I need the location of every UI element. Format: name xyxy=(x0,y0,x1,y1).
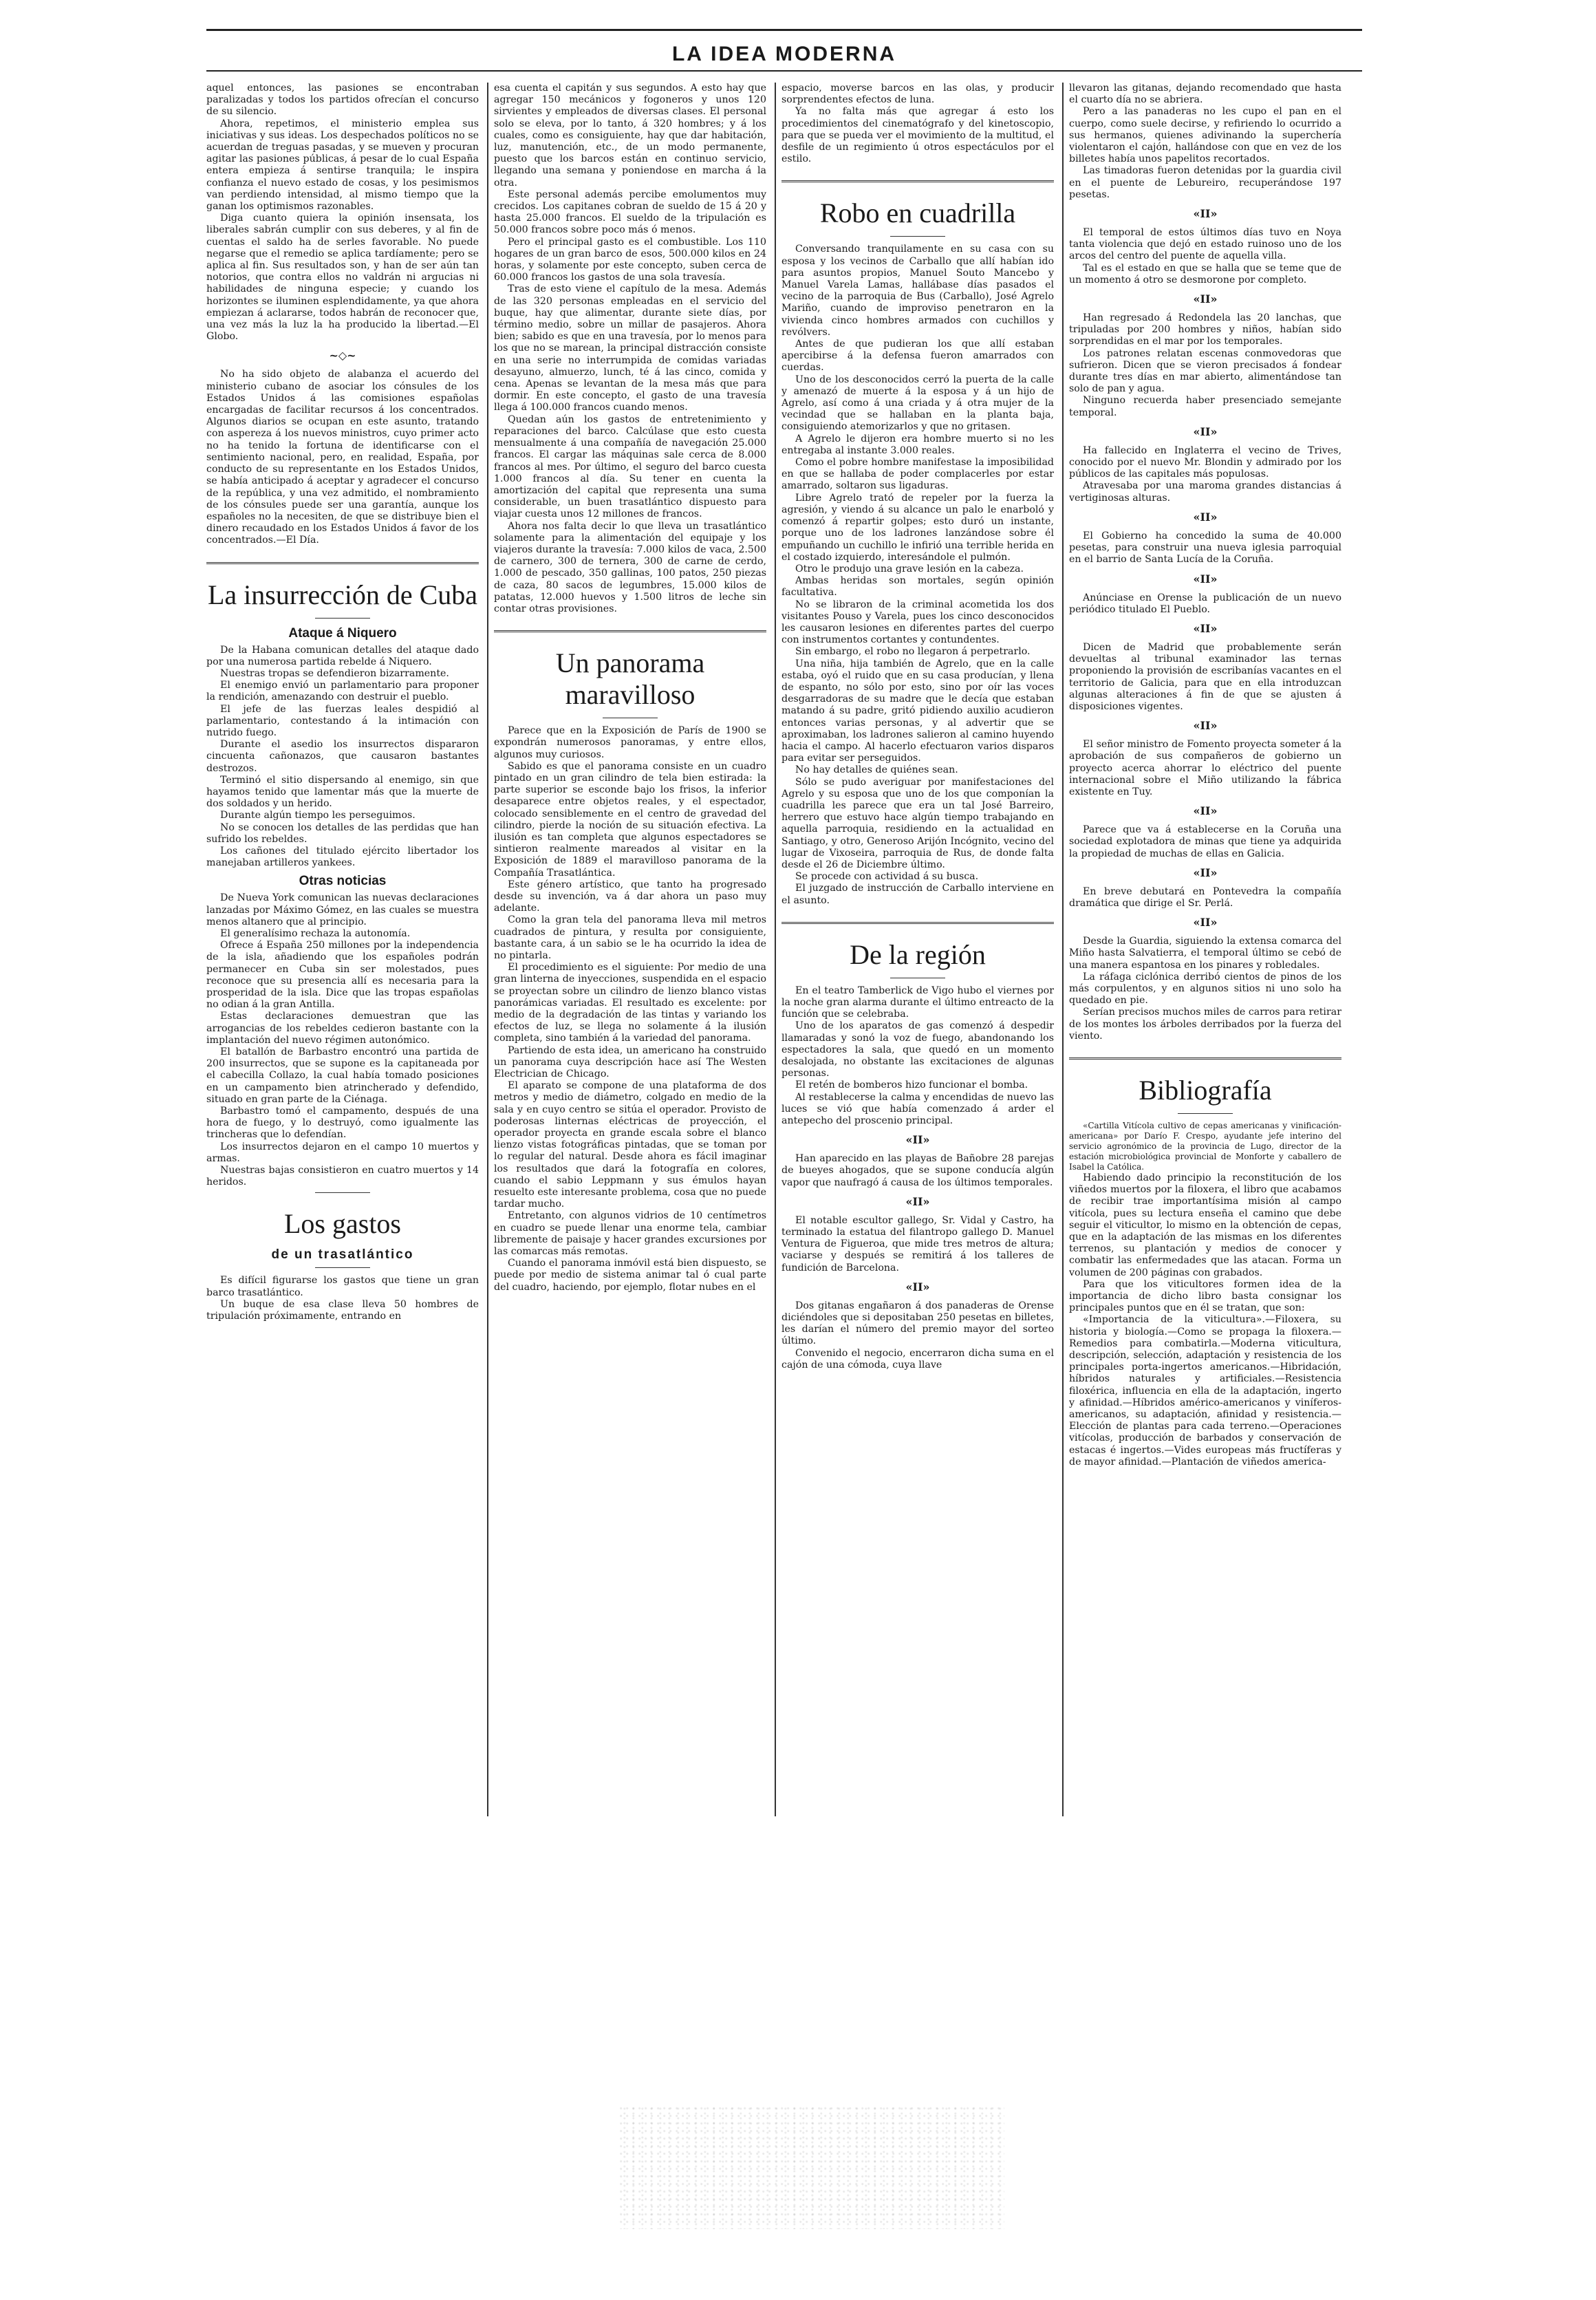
paragraph: Terminó el sitio dispersando al enemigo, sin que hayamos tenido que lamentar más que la muerte de dos soldados y un herido. xyxy=(206,774,479,810)
paragraph: Tal es el estado en que se halla que se teme que de un momento á otro se desmorone por completo. xyxy=(1069,262,1341,286)
section-rule xyxy=(1069,1057,1341,1060)
short-rule xyxy=(315,618,370,619)
paragraph: esa cuenta el capitán y sus segundos. A esto hay que agregar 150 mecánicos y fogoneros y unos 120 sirvientes y empleados de diversas clases. El personal solo se eleva, por lo tanto, á 320 hombres; y á los cuales, como es consiguiente, hay que dar habitación, luz, manutención, etc., de un modo permanente, puesto que los barcos están en continuo servicio, llegando una semana y poniendose en marcha á la otra. xyxy=(494,83,766,189)
paragraph: En breve debutará en Pontevedra la compañía dramática que dirige el Sr. Perlá. xyxy=(1069,885,1341,909)
paragraph: El generalísimo rechaza la autonomía. xyxy=(220,927,411,939)
paragraph: Ninguno recuerda haber presenciado semejante temporal. xyxy=(1069,395,1341,418)
ornament-divider: «II» xyxy=(1193,424,1218,438)
paragraph: Ha fallecido en Inglaterra el vecino de Trives, conocido por el nuevo Mr. Blondin y admirado por los públicos de las capitales más populosas. xyxy=(1069,444,1341,480)
paragraph: El batallón de Barbastro encontró una partida de 200 insurrectos, que se supone es la capitaneada por el cabecilla Collazo, la cual había tomado posiciones en un campamento bien atrincherado y defendido, situado en gran parte de la Ciénaga. xyxy=(206,1046,479,1105)
paragraph: Uno de los aparatos de gas comenzó á despedir llamaradas y sonó la voz de fuego, abandonando los espectadores la sala, que quedó en un momento desalojada, no obstante las excitaciones de algunas personas. xyxy=(781,1020,1054,1079)
ornament-divider: «II» xyxy=(905,1280,930,1293)
paragraph: Parece que en la Exposición de París de 1900 se expondrán numerosos panoramas, y entre ellos, algunos muy curiosos. xyxy=(494,725,766,760)
paragraph: El señor ministro de Fomento proyecta someter á la aprobación de sus compañeros de gobierno un proyecto acerca ahorrar lo eléctrico del puente internacional sobre el Miño utilizando la fábrica existente en Tuy. xyxy=(1069,739,1341,797)
column-rule xyxy=(775,83,776,1816)
paragraph: Otro le produjo una grave lesión en la cabeza. xyxy=(795,563,1024,574)
ornament-divider: «II» xyxy=(1193,719,1218,733)
paragraph: La ráfaga ciclónica derribó cientos de pinos de los más corpulentos, y en algunos sitios ni uno solo ha quedado en pie. xyxy=(1069,971,1341,1007)
ornament-divider: «II» xyxy=(1193,621,1218,635)
paragraph: Anúnciase en Orense la publicación de un nuevo periódico titulado El Pueblo. xyxy=(1069,592,1341,615)
masthead-rule xyxy=(206,70,1362,72)
column-4 xyxy=(1069,83,1341,1816)
paragraph: Este personal además percibe emolumentos muy crecidos. Los capitanes cobran de sueldo de 15 á 20 y hasta 25.000 francos. El sueldo de la tripulación es 50.000 francos sobre poco más ó menos. xyxy=(494,189,766,236)
paragraph: De Nueva York comunican las nuevas declaraciones lanzadas por Máximo Gómez, en las cuales se muestra menos altanero que al principio. xyxy=(206,892,479,927)
paragraph: No se conocen los detalles de las perdidas que han sufrido los rebeldes. xyxy=(206,821,479,845)
subhead-niquero: Ataque á Niquero xyxy=(288,625,397,641)
paragraph: El enemigo envió un parlamentario para proponer la rendición, amenazando con destruir el pueblo. xyxy=(206,680,479,703)
section-rule xyxy=(494,630,766,632)
column-1 xyxy=(206,83,479,1816)
paragraph: Una niña, hija también de Agrelo, que en la calle estaba, oyó el ruido que en su casa producían, y llena de espanto, no sólo por esto, sino por oír las voces desgarradoras de su madre que le decía que estaban matando á su padre, gritó pidiendo auxilio acudieron entonces varias personas, y al advertir que se aproximaban, los ladrones salieron al camino huyendo hacia el campo. Al hacerlo efectuaron varios disparos para evitar ser perseguidos. xyxy=(781,658,1054,764)
paragraph: Durante el asedio los insurrectos dispararon cincuenta cañonazos, que causaron bastantes destrozos. xyxy=(206,739,479,774)
headline-region: De la región xyxy=(850,938,986,970)
paragraph: Uno de los desconocidos cerró la puerta de la calle y amenazó de muerte á la esposa y á un hijo de Agrelo, así como á una criada y á otra mujer de la vecindad que se hallaban en la planta baja, consiguiendo atemorizarlos y que no gritasen. xyxy=(781,374,1054,433)
paragraph: Los insurrectos dejaron en el campo 10 muertos y armas. xyxy=(206,1141,479,1164)
headline-cuba: La insurrección de Cuba xyxy=(207,579,478,610)
subhead-trasatlantico: de un trasatlántico xyxy=(271,1247,414,1262)
section-rule xyxy=(781,180,1054,182)
short-rule xyxy=(1178,1113,1233,1114)
paragraph: A Agrelo le dijeron era hombre muerto si no les entregaba al instante 3.000 reales. xyxy=(781,433,1054,456)
headline-bibliografia: Bibliografía xyxy=(1139,1074,1272,1106)
paragraph: Desde la Guardia, siguiendo la extensa comarca del Miño hasta Salvatierra, el temporal último se cebó de una manera espantosa en los pinares y robledales. xyxy=(1069,936,1341,971)
paragraph: El procedimiento es el siguiente: Por medio de una gran linterna de inyecciones, suspendida en el espacio se proyectan sobre un cilindro de lienzo blanco vistas panorámicas variadas. El resultado es excelente: por medio de la degradación de las tintas y variando los efectos de luz, se llega no solamente á la ilusión completa, sino también á la variedad del panorama. xyxy=(494,962,766,1044)
paragraph: Partiendo de esta idea, un americano ha construido un panorama cuya descripción hace así The Westen Electrician de Chicago. xyxy=(494,1044,766,1080)
paragraph: El Gobierno ha concedido la suma de 40.000 pesetas, para construir una nueva iglesia parroquial en el barrio de Santa Lucía de la Coruña. xyxy=(1069,530,1341,566)
paragraph: Diga cuanto quiera la opinión insensata, los liberales sabrán cumplir con sus deberes, y al fin de cuentas el saldo ha de serles favorable. No puede negarse que el remedio se aplica tardíamente; pero se aplica al fin. Sus resultados son, y han de ser aún tan notorios, que contra ellos no valdrán ni argucias ni habilidades de ninguna especie; y cuando los horizontes se iluminen esplendidamente, ya que ahora empiezan á aclararse, todos habrán de reconocer que, una vez más la luz la ha producido la libertad.—El Globo. xyxy=(206,213,479,343)
ornament-divider: «II» xyxy=(1193,292,1218,306)
paragraph: Ambas heridas son mortales, según opinión facultativa. xyxy=(781,575,1054,599)
ornament-divider: «II» xyxy=(905,1194,930,1208)
ornament-divider: «II» xyxy=(1193,510,1218,524)
paragraph: Tras de esto viene el capítulo de la mesa. Además de las 320 personas empleadas en el servicio del buque, hay que alimentar, durante siete días, por término medio, sobre un millar de pasajeros. Ahora bien; sabido es que en una travesía, por lo menos para los que no se marean, la principal distracción consiste en una serie no interrumpida de comidas variadas desayuno, almuerzo, lunch, té á las cinco, comida y cena. Apenas se levantan de la mesa más que para dormir. En este concepto, el gasto de una travesía llega á 100.000 francos cuando menos. xyxy=(494,283,766,413)
paragraph: Ahora, repetimos, el ministerio emplea sus iniciativas y sus ideas. Los despechados políticos no se acuerdan de treguas pasadas, y se mueven y procuran agitar las pasiones públicas, á pesar de lo cual España entera empieza á sentirse tranquila; le inspira confianza el nuevo estado de cosas, y los pesimismos van perdiendo intensidad, al mismo tiempo que la ganan los optimismos razonables. xyxy=(206,118,479,213)
ornament-divider: «II» xyxy=(905,1133,930,1147)
paragraph: «Importancia de la viticultura».—Filoxera, su historia y biología.—Como se propaga la filoxera.—Remedios para combatirla.—Moderna viticultura, descripción, selección, adaptación y resistencia de los principales porta-ingertos americanos.—Hibridación, híbridos naturales y artificiales.—Resistencia filoxérica, influencia en ella de la adaptación, ingerto y afinidad.—Híbridos américo-americanos y viníferos-americanos, su adaptación, afinidad y resistencia.—Elección de plantas para cada terreno.—Operaciones vitícolas, producción de barbados y conservación de estacas é ingertos.—Vides europeas más fructíferas y de mayor afinidad.—Plantación de viñedos america- xyxy=(1069,1314,1341,1468)
paragraph: Han regresado á Redondela las 20 lanchas, que tripuladas por 200 hombres y niños, habían sido sorprendidas en el mar por los temporales. xyxy=(1069,312,1341,347)
short-rule xyxy=(315,1192,370,1193)
paragraph: Ya no falta más que agregar á esto los procedimientos del cinematógrafo y del kinetoscopio, para que se pueda ver el movimiento de la multitud, el desfile de un regimiento ú otros espectáculos por el estilo. xyxy=(781,106,1054,165)
paragraph: El retén de bomberos hizo funcionar el bomba. xyxy=(795,1079,1028,1091)
ornament-divider: «II» xyxy=(1193,916,1218,929)
subhead-otras-noticias: Otras noticias xyxy=(299,874,387,889)
paragraph: El juzgado de instrucción de Carballo interviene en el asunto. xyxy=(781,883,1054,906)
paragraph: Los patrones relatan escenas conmovedoras que sufrieron. Dicen que se vieron precisados á fondear durante tres días en mar abierto, alimentándose tan solo de pan y agua. xyxy=(1069,347,1341,395)
headline-gastos: Los gastos xyxy=(284,1208,401,1240)
paragraph: No se libraron de la criminal acometida los dos visitantes Pouso y Varela, pues los cinco desconocidos les causaron lesiones en diferentes partes del cuerpo con instrumentos cortantes y contundentes. xyxy=(781,599,1054,646)
ornament-divider: ~◇~ xyxy=(329,349,356,363)
paragraph: Nuestras bajas consistieron en cuatro muertos y 14 heridos. xyxy=(206,1165,479,1188)
paragraph: Han aparecido en las playas de Bañobre 28 parejas de bueyes ahogados, que se supone conducía algún vapor que naufragó á causa de los últimos temporales. xyxy=(781,1153,1054,1188)
paragraph: Dicen de Madrid que probablemente serán devueltas al tribunal examinador las ternas proponiendo la provisión de escribanías vacantes en el territorio de Galicia, para que en ella introduzcan algunas alteraciones á fin de que se ajusten á disposiciones vigentes. xyxy=(1069,641,1341,712)
short-rule xyxy=(890,236,945,237)
paragraph: Como el pobre hombre manifestase la imposibilidad en que se hallaba de poder complacerles por estar amarrado, soltaron sus ligaduras. xyxy=(781,457,1054,492)
paragraph: espacio, moverse barcos en las olas, y producir sorprendentes efectos de luna. xyxy=(781,83,1054,106)
paragraph: El aparato se compone de una plataforma de dos metros y medio de diámetro, colgado en medio de la sala y en cuyo centro se sitúa el operador. Provisto de poderosas linternas eléctricas de proyección, el operador proyecta en grande escala sobre el blanco lienzo vistas fotográficas pintadas, que se toman por lo regular del natural. Desde ahora es fácil imaginar los resultados que dará la fotografía en colores, cuando el sabio Leppmann y sus émulos hayan resuelto este interesante problema, cosa que no puede tardar mucho. xyxy=(494,1080,766,1210)
paragraph: Pero a las panaderas no les cupo el pan en el cuerpo, como suele decirse, y refiriendo lo ocurrido a sus hermanos, quienes adivinando la superchería violentaron el cajón, hallándose con que en vez de los billetes había unos papelitos recortados. xyxy=(1069,106,1341,165)
paragraph: Quedan aún los gastos de entretenimiento y reparaciones del barco. Calcúlase que esto cuesta mensualmente á una compañía de navegación 25.000 francos. El cargar las máquinas sale cerca de 8.000 francos al mes. Por último, el seguro del barco cuesta 1.000 francos al día. Su tener en cuenta la amortización del capital que representa una suma considerable, un buen trasatlántico dispuesto para viajar cuesta unos 12 millones de francos. xyxy=(494,413,766,520)
paragraph: Barbastro tomó el campamento, después de una hora de fuego, y lo destruyó, como igualmente las trincheras que lo defendían. xyxy=(206,1106,479,1141)
column-2 xyxy=(494,83,766,1816)
paragraph: Un buque de esa clase lleva 50 hombres de tripulación próximamente, entrando en xyxy=(206,1298,479,1322)
ornament-divider: «II» xyxy=(1193,572,1218,585)
paragraph: Cuando el panorama inmóvil está bien dispuesto, se puede por medio de sistema animar tal ó cual parte del cuadro, haciendo, por ejemplo, flotar nubes en el xyxy=(494,1258,766,1293)
paragraph: Antes de que pudieran los que allí estaban apercibirse á la defensa fueron amarrados con cuerdas. xyxy=(781,338,1054,374)
paragraph: Sabido es que el panorama consiste en un cuadro pintado en un gran cilindro de tela bien estirada: la parte superior se esconde bajo los frisos, la inferior desaparece entre objetos reales, y el espectador, colocado sensiblemente en el centro de gravedad del cilindro, pierde la noción de su situación efectiva. La ilusión es tan completa que algunos espectadores se sintieron realmente mareados al visitar en la Exposición de 1889 el maravilloso panorama de la Compañía Trasatlántica. xyxy=(494,760,766,879)
masthead: LA IDEA MODERNA xyxy=(671,43,897,65)
paragraph: Sin embargo, el robo no llegaron á perpetrarlo. xyxy=(795,646,1031,658)
ornament-divider: «II» xyxy=(1193,804,1218,818)
paragraph: Serían precisos muchos miles de carros para retirar de los montes los árboles derribados por la fuerza del viento. xyxy=(1069,1007,1341,1042)
paragraph: llevaron las gitanas, dejando recomendado que hasta el cuarto día no se abriera. xyxy=(1069,83,1341,106)
paragraph: El temporal de estos últimos días tuvo en Noya tanta violencia que dejó en estado ruinoso uno de los arcos del centro del puente de aquella villa. xyxy=(1069,227,1341,262)
paragraph: Para que los viticultores formen idea de la importancia de dicho libro basta consignar los principales puntos que en él se tratan, que son: xyxy=(1069,1278,1341,1314)
paragraph: El jefe de las fuerzas leales despidió al parlamentario, contestando á la intimación con nutrido fuego. xyxy=(206,703,479,738)
paragraph: «Cartilla Vitícola cultivo de cepas americanas y vinificación-americana» por Darío F. Crespo, ayudante jefe interino del servicio agronómico de la provincia de Lugo, director de la estación microbiológica provincial de Monforte y caballero de Isabel la Católica. xyxy=(1069,1120,1341,1172)
section-rule xyxy=(206,562,479,564)
ornament-divider: «II» xyxy=(1193,207,1218,221)
column-rule xyxy=(487,83,488,1816)
paragraph: En el teatro Tamberlick de Vigo hubo el viernes por la noche gran alarma durante el último entreacto de la función que se celebraba. xyxy=(781,985,1054,1020)
column-3 xyxy=(781,83,1054,1816)
headline-panorama: Un panorama maravilloso xyxy=(555,647,705,711)
paragraph: Libre Agrelo trató de repeler por la fuerza la agresión, y viendo á su alcance un palo le enarboló y comenzó á repartir golpes; esto duró un instante, porque uno de los ladrones lanzándose sobre él empuñando un cuchillo le infirió una terrible herida en el costado izquierdo, interesándole el pulmón. xyxy=(781,492,1054,563)
paragraph: Conversando tranquilamente en su casa con su esposa y los vecinos de Carballo que allí habían ido para asuntos propios, Manuel Souto Mancebo y Manuel Varela Lamas, hallábase días pasados el vecino de la parroquia de Bus (Carballo), José Agrelo Mariño, cuando de improviso penetraron en la vivienda cinco hombres armados con cuchillos y revólvers. xyxy=(781,244,1054,338)
paragraph: Al restablecerse la calma y encendidas de nuevo las luces se vió que había comenzado á arder el antepecho del proscenio principal. xyxy=(781,1091,1054,1127)
paragraph: Pero el principal gasto es el combustible. Los 110 hogares de un gran barco de esos, 500.000 kilos en 24 horas, y solamente por este concepto, suben cerca de 60.000 francos los gastos de una sola travesía. xyxy=(494,236,766,283)
paragraph: Las timadoras fueron detenidas por la guardia civil en el puente de Lebureiro, recuperándose 197 pesetas. xyxy=(1069,165,1341,200)
paragraph: Ahora nos falta decir lo que lleva un trasatlántico solamente para la alimentación del equipaje y los viajeros durante la travesía: 7.000 kilos de vaca, 2.500 de carnero, 300 de ternera, 300 de carne de cerdo, 1.000 de pescado, 350 gallinas, 100 patos, 250 piezas de caza, 80 sacos de legumbres, 15.000 kilos de patatas, 12.000 huevos y 1.500 litros de leche sin contar otras provisiones. xyxy=(494,520,766,614)
paragraph: aquel entonces, las pasiones se encontraban paralizadas y todos los partidos ofrecían el concurso de su silencio. xyxy=(206,83,479,118)
paper-speckle xyxy=(619,2105,1004,2229)
ornament-divider: «II» xyxy=(1193,866,1218,879)
paragraph: De la Habana comunican detalles del ataque dado por una numerosa partida rebelde á Niquero. xyxy=(206,644,479,667)
short-rule xyxy=(315,1267,370,1268)
paragraph: El notable escultor gallego, Sr. Vidal y Castro, ha terminado la estatua del filantropo gallego D. Manuel Ventura de Figueroa, que mide tres metros de altura; vaciarse y después se remitirá á los talleres de fundición de Barcelona. xyxy=(781,1214,1054,1273)
paragraph: Dos gitanas engañaron á dos panaderas de Orense diciéndoles que si depositaban 250 pesetas en billetes, les darían el número del premio mayor del sorteo último. xyxy=(781,1300,1054,1347)
paragraph: Sólo se pudo averiguar por manifestaciones del Agrelo y su esposa que uno de los que componían la cuadrilla les parece que era un tal José Barreiro, herrero que estuvo hace algún tiempo trabajando en aquella parroquia, residiendo en la actualidad en Santiago, y otro, Generoso Arijón Incógnito, vecino del lugar de Vixoseira, parroquia de Rus, de donde falta desde el 26 de Diciembre último. xyxy=(781,776,1054,870)
paragraph: Como la gran tela del panorama lleva mil metros cuadrados de pintura, y resulta por consiguiente, bastante cara, á un sabio se le ha ocurrido la idea de no pintarla. xyxy=(494,914,766,961)
paragraph: Ofrece á España 250 millones por la independencia de la isla, añadiendo que los españoles podrán permanecer en Cuba sin ser molestados, pues reconoce que su presencia allí es necesaria para la prosperidad de la isla. Dice que las tropas españolas no odian á la gran Antilla. xyxy=(206,940,479,1011)
paragraph: Los cañones del titulado ejército libertador los manejaban artilleros yankees. xyxy=(206,845,479,869)
paragraph: Nuestras tropas se defendieron bizarramente. xyxy=(220,667,449,679)
paragraph: Convenido el negocio, encerraron dicha suma en el cajón de una cómoda, cuya llave xyxy=(781,1347,1054,1371)
paragraph: Es difícil figurarse los gastos que tiene un gran barco trasatlántico. xyxy=(206,1275,479,1298)
paragraph: Durante algún tiempo les perseguimos. xyxy=(220,810,416,821)
paragraph: Se procede con actividad á su busca. xyxy=(795,871,979,883)
paragraph: Estas declaraciones demuestran que las arrogancias de los rebeldes cedieron bastante con la implantación del nuevo régimen autonómico. xyxy=(206,1011,479,1046)
paragraph: No ha sido objeto de alabanza el acuerdo del ministerio cubano de asociar los cónsules de los Estados Unidos á las comisiones españolas encargadas de facilitar recursos á los concentrados. Algunos diarios se ocupan en este asunto, tratando con aspereza á los nuevos ministros, cuyo primer acto no ha tenido la fortuna de identificarse con el sentimiento nacional, pero, en realidad, España, por conducto de su representante en los Estados Unidos, se había anticipado á aceptar y agradecer el concurso de la república, y una vez admitido, el nombramiento de los cónsules puede ser una garantía, aunque los españoles no la necesiten, de que se distribuye bien el dinero recaudado en los Estados Unidos á favor de los concentrados.—El Día. xyxy=(206,369,479,546)
column-rule xyxy=(1062,83,1064,1816)
page-top-rule xyxy=(206,29,1362,31)
paragraph: Este género artístico, que tanto ha progresado desde su invención, va á dar ahora un paso muy adelante. xyxy=(494,879,766,914)
section-rule xyxy=(781,922,1054,924)
paragraph: Atravesaba por una maroma grandes distancias á vertiginosas alturas. xyxy=(1069,480,1341,504)
paragraph: Habiendo dado principio la reconstitución de los viñedos muertos por la filoxera, el libro que acabamos de recibir trae importantísima misión al campo vitícola, pues su lectura enseña el camino que debe seguir el viticultor, lo mismo en la obtención de cepas, que en la adaptación de las mismas en los diferentes terrenos, su plantación y medios de conocer y combatir las enfermedades que las atacan. Forma un volumen de 200 páginas con grabados. xyxy=(1069,1172,1341,1278)
paragraph: Entretanto, con algunos vidrios de 10 centímetros en cuadro se puede llenar una enorme tela, cambiar libremente de paisaje y hacer grandes excursiones por las comarcas más remotas. xyxy=(494,1210,766,1258)
paragraph: No hay detalles de quiénes sean. xyxy=(795,764,958,776)
headline-robo: Robo en cuadrilla xyxy=(819,197,1016,229)
paragraph: Parece que va á establecerse en la Coruña una sociedad explotadora de minas que tiene ya adquirida la propiedad de muchas de ellas en Galicia. xyxy=(1069,824,1341,859)
